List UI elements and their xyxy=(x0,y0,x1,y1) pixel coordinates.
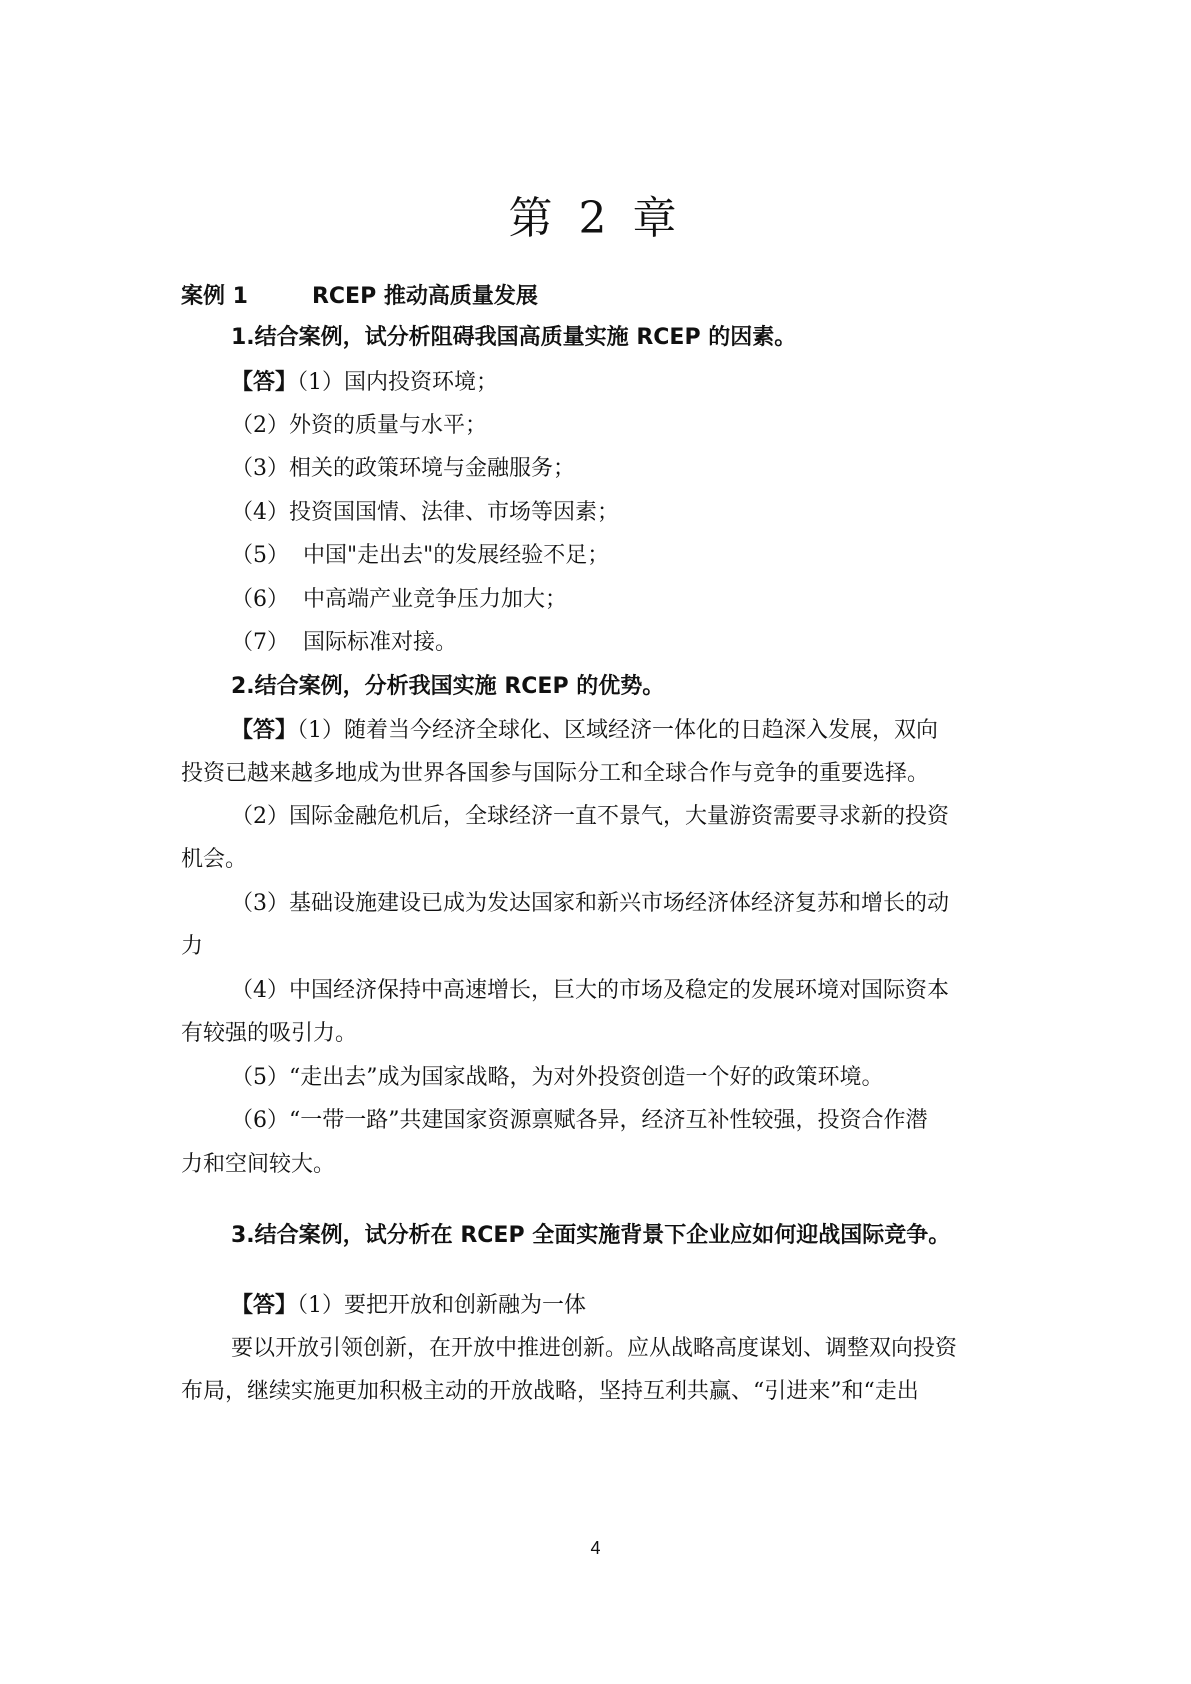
q1-answer-item xyxy=(231,367,498,398)
item-text: 中国"走出去"的发展经验不足； xyxy=(303,543,610,568)
q2-answer-line: （4）中国经济保持中高速增长，巨大的市场及稳定的发展环境对国际资本 xyxy=(231,978,949,1003)
answer-tag: 【答】 xyxy=(231,717,298,743)
q1-answer-item: （2）外资的质量与水平； xyxy=(231,413,487,438)
q2-answer-line: 有较强的吸引力。 xyxy=(181,1021,358,1046)
page-number: 4 xyxy=(590,1538,601,1558)
q3-answer-line: 布局，继续实施更加积极主动的开放战略，坚持互利共赢、“引进来”和“走出 xyxy=(181,1379,919,1404)
q2-answer-line: 机会。 xyxy=(181,847,248,872)
q2-answer-paragraph xyxy=(231,715,938,746)
answer-tag: 【答】 xyxy=(231,1292,298,1318)
q2-answer-line: 力 xyxy=(181,934,204,959)
question-2: 2.结合案例，分析我国实施 RCEP 的优势。 xyxy=(231,674,665,699)
q2-answer-line: 力和空间较大。 xyxy=(181,1152,336,1177)
q2-answer-line: （2）国际金融危机后，全球经济一直不景气，大量游资需要寻求新的投资 xyxy=(231,804,949,829)
answer-text: （1）要把开放和创新融为一体 xyxy=(297,1293,587,1318)
q2-answer-line: （5）“走出去”成为国家战略，为对外投资创造一个好的政策环境。 xyxy=(231,1065,884,1090)
q1-answer-item xyxy=(231,541,609,571)
case-heading xyxy=(181,279,538,310)
q1-answer-item xyxy=(231,585,567,615)
answer-text: （1）随着当今经济全球化、区域经济一体化的日趋深入发展，双向 xyxy=(297,718,939,743)
q2-answer-line: （3）基础设施建设已成为发达国家和新兴市场经济体经济复苏和增长的动 xyxy=(231,891,949,916)
item-number: （7） xyxy=(231,630,289,655)
chapter-title: 第 2 章 xyxy=(508,193,683,244)
question-1: 1.结合案例，试分析阻碍我国高质量实施 RCEP 的因素。 xyxy=(231,325,797,350)
q1-answer-item: （3）相关的政策环境与金融服务； xyxy=(231,456,575,481)
q2-answer-line: 投资已越来越多地成为世界各国参与国际分工和全球合作与竞争的重要选择。 xyxy=(181,761,930,786)
item-number: （6） xyxy=(231,587,289,612)
q3-answer-paragraph xyxy=(231,1290,586,1321)
case-title: RCEP 推动高质量发展 xyxy=(311,284,538,309)
question-3: 3.结合案例，试分析在 RCEP 全面实施背景下企业应如何迎战国际竞争。 xyxy=(231,1223,951,1248)
item-number: （5） xyxy=(231,543,289,568)
q2-answer-line: （6）“一带一路”共建国家资源禀赋各异，经济互补性较强，投资合作潜 xyxy=(231,1108,928,1133)
answer-tag: 【答】 xyxy=(231,369,298,395)
case-label: 案例 1 xyxy=(181,284,248,309)
q1-answer-item xyxy=(231,628,457,658)
answer-text: （1）国内投资环境； xyxy=(297,370,499,395)
item-text: 中高端产业竞争压力加大； xyxy=(303,587,568,612)
q3-answer-line: 要以开放引领创新，在开放中推进创新。应从战略高度谋划、调整双向投资 xyxy=(231,1336,958,1361)
q1-answer-item: （4）投资国国情、法律、市场等因素； xyxy=(231,500,619,525)
item-text: 国际标准对接。 xyxy=(303,630,458,655)
